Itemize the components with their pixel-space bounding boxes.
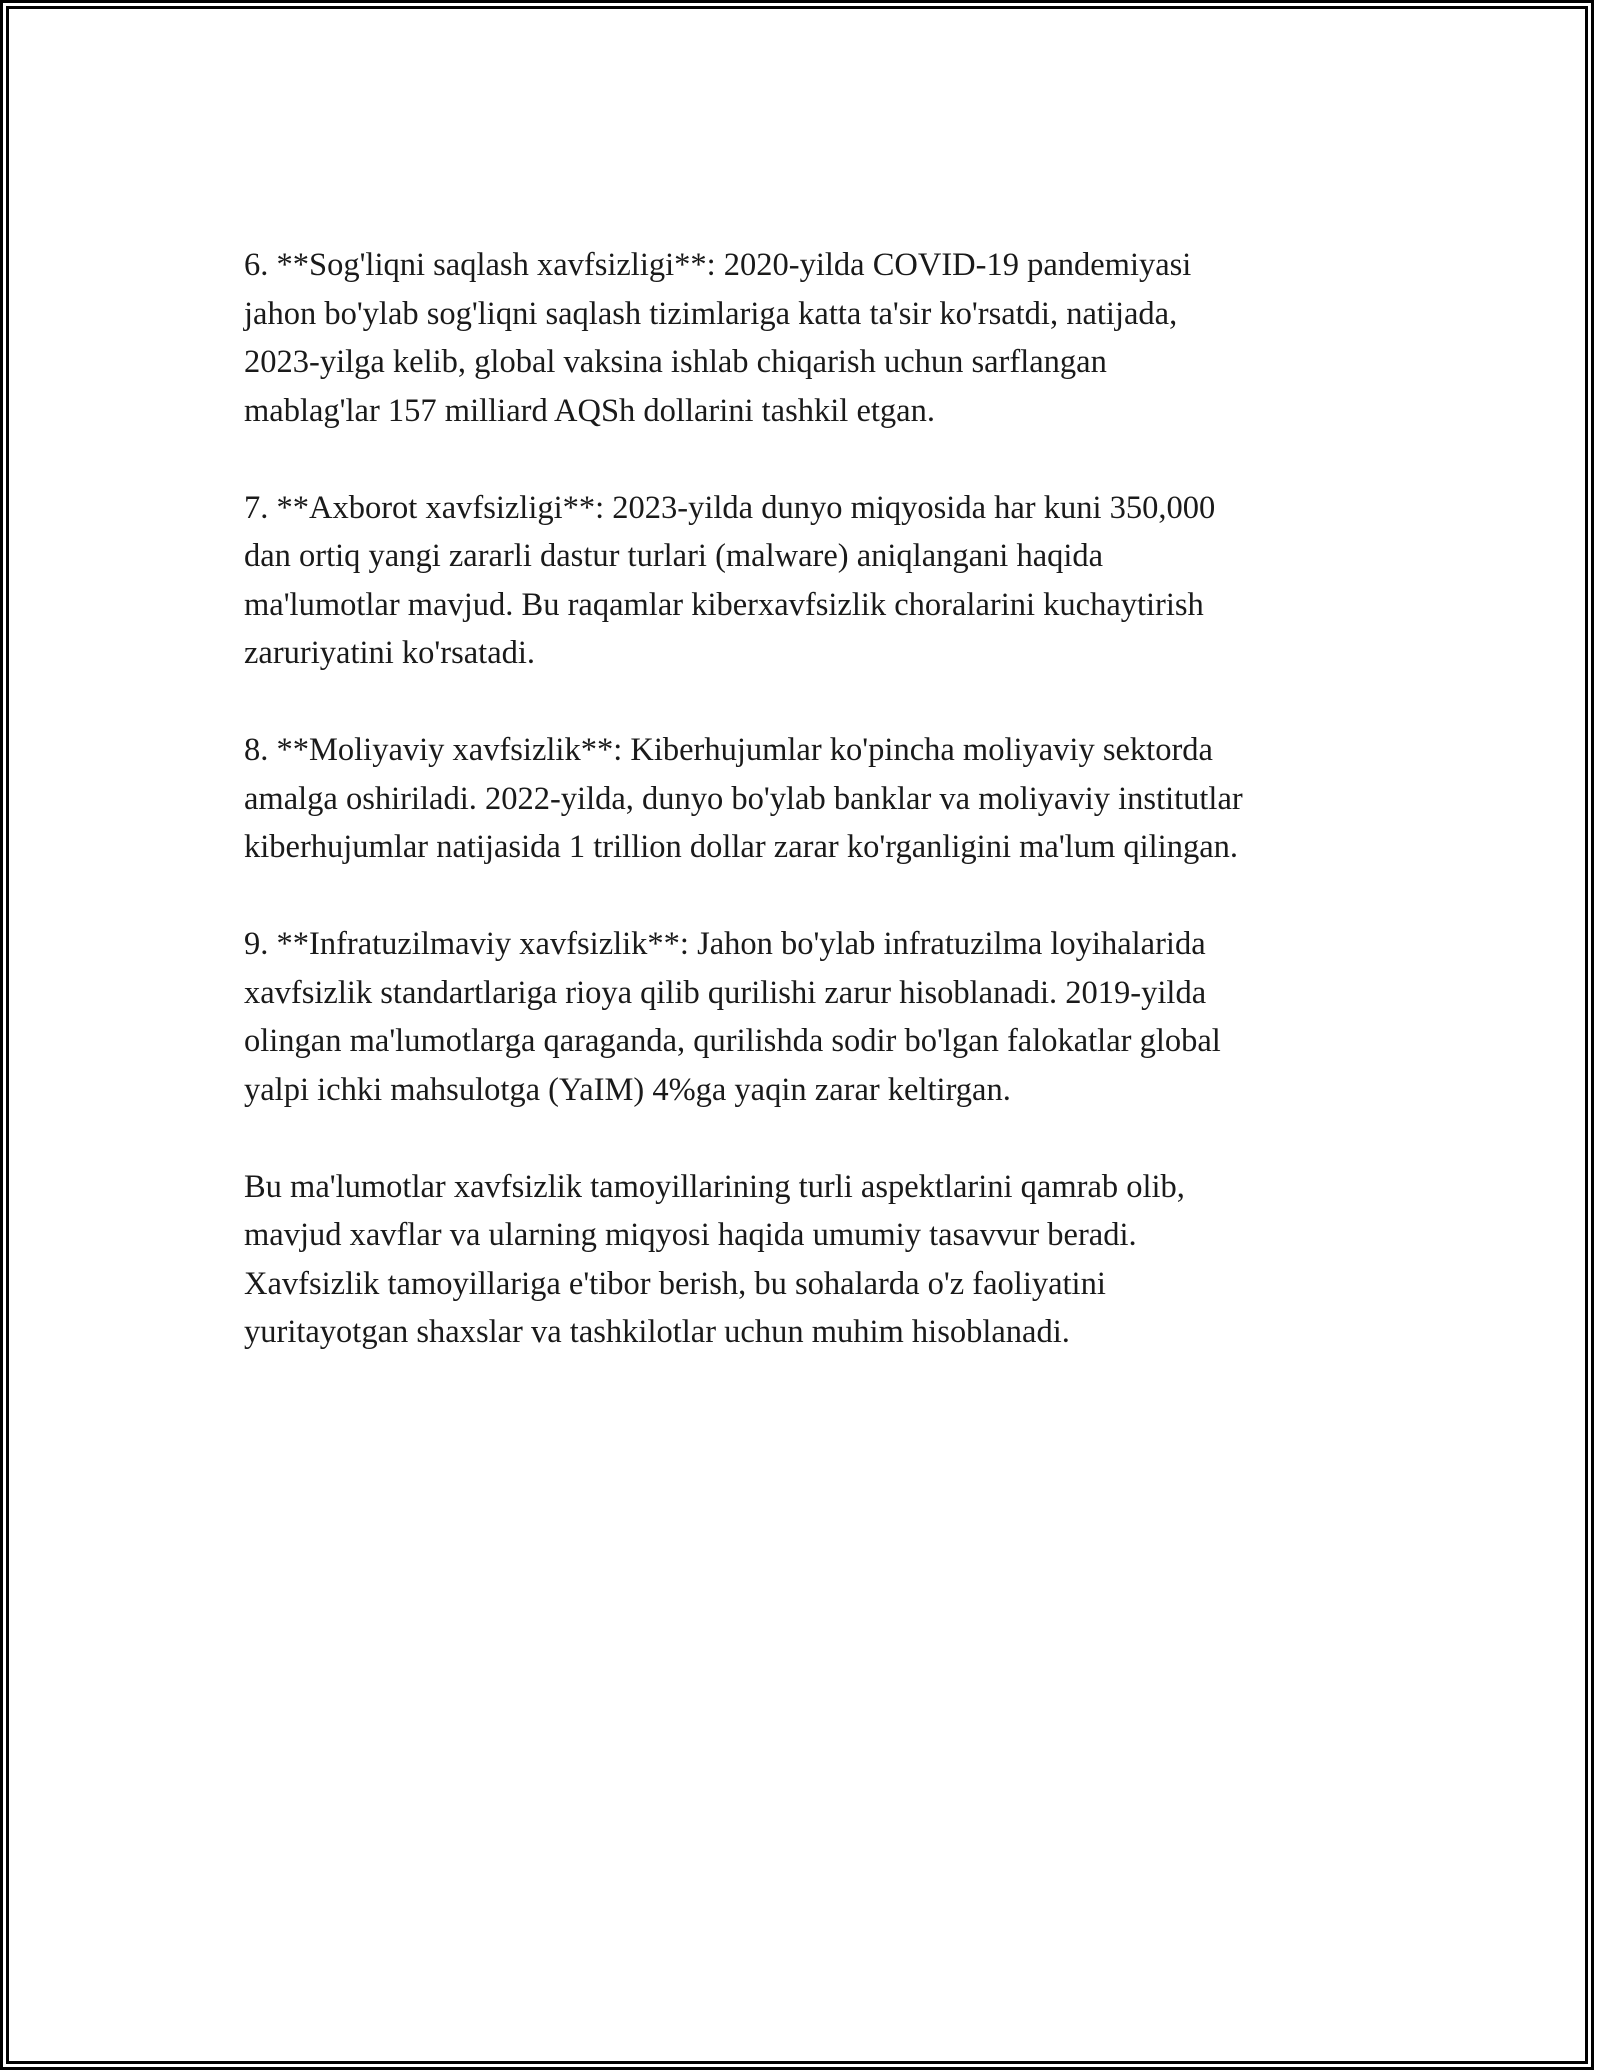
text-line: mavjud xavflar va ularning miqyosi haqida umumiy tasavvur beradi.: [244, 1217, 1137, 1253]
text-line: amalga oshiriladi. 2022-yilda, dunyo bo'ylab banklar va moliyaviy institutlar: [244, 780, 1243, 817]
page-frame: [6, 6, 1588, 2064]
text-line: jahon bo'ylab sog'liqni saqlash tizimlariga katta ta'sir ko'rsatdi, natijada,: [244, 295, 1178, 332]
paragraph-financial-security: [244, 726, 1394, 872]
text-line: 9. **Infratuzilmaviy xavfsizlik**: Jahon bo'ylab infratuzilma loyihalarida: [244, 926, 1206, 962]
paragraph-conclusion: [244, 1163, 1394, 1357]
paragraph-infrastructure-security: [244, 920, 1394, 1114]
text-line: yalpi ichki mahsulotga (YaIM) 4%ga yaqin zarar keltirgan.: [244, 1071, 1011, 1108]
text-line: zaruriyatini ko'rsatadi.: [244, 635, 536, 671]
text-line: 7. **Axborot xavfsizligi**: 2023-yilda dunyo miqyosida har kuni 350,000: [244, 489, 1216, 526]
paragraph-information-security: [244, 484, 1394, 678]
text-line: yuritayotgan shaxslar va tashkilotlar uchun muhim hisoblanadi.: [244, 1314, 1070, 1350]
text-line: 6. **Sog'liqni saqlash xavfsizligi**: 2020-yilda COVID-19 pandemiyasi: [244, 247, 1192, 283]
document-body: [244, 241, 1394, 1405]
text-line: Xavfsizlik tamoyillariga e'tibor berish, bu sohalarda o'z faoliyatini: [244, 1265, 1106, 1302]
text-line: 2023-yilga kelib, global vaksina ishlab chiqarish uchun sarflangan: [244, 344, 1107, 380]
text-line: kiberhujumlar natijasida 1 trillion dollar zarar ko'rganligini ma'lum qilingan.: [244, 829, 1238, 865]
text-line: 8. **Moliyaviy xavfsizlik**: Kiberhujumlar ko'pincha moliyaviy sektorda: [244, 732, 1213, 768]
text-line: xavfsizlik standartlariga rioya qilib qurilishi zarur hisoblanadi. 2019-yilda: [244, 974, 1207, 1011]
paragraph-health-security: [244, 241, 1394, 435]
text-line: mablag'lar 157 milliard AQSh dollarini tashkil etgan.: [244, 392, 935, 429]
text-line: Bu ma'lumotlar xavfsizlik tamoyillarining turli aspektlarini qamrab olib,: [244, 1168, 1185, 1205]
text-line: ma'lumotlar mavjud. Bu raqamlar kiberxavfsizlik choralarini kuchaytirish: [244, 586, 1204, 623]
text-line: olingan ma'lumotlarga qaraganda, qurilishda sodir bo'lgan falokatlar global: [244, 1023, 1221, 1059]
text-line: dan ortiq yangi zararli dastur turlari (malware) aniqlangani haqida: [244, 538, 1104, 574]
